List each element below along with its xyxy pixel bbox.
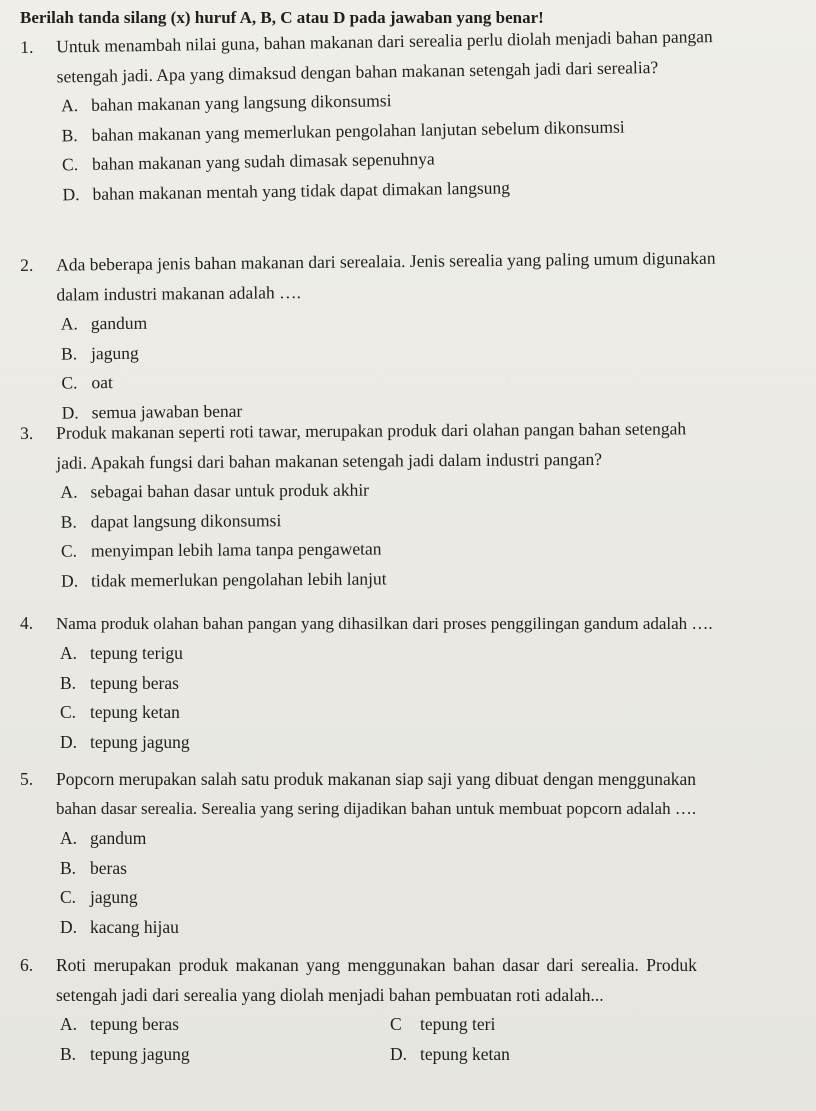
option-letter: C. bbox=[61, 154, 79, 175]
option-text: gandum bbox=[90, 312, 148, 334]
option-text: tidak memerlukan pengolahan lebih lanjut bbox=[91, 567, 387, 591]
option-a[interactable] bbox=[60, 639, 800, 669]
option-text: dapat langsung dikonsumsi bbox=[90, 509, 282, 532]
option-letter: D. bbox=[60, 731, 78, 752]
option-text: bahan makanan yang memerlukan pengolahan lanjutan sebelum dikonsumsi bbox=[91, 116, 625, 145]
option-letter: B. bbox=[60, 342, 78, 364]
option-grid bbox=[60, 1010, 800, 1069]
question-line: Popcorn merupakan salah satu produk makanan siap saji yang dibuat dengan menggunakan bbox=[56, 769, 697, 789]
question-text bbox=[20, 764, 800, 794]
option-text: gandum bbox=[90, 828, 147, 848]
option-letter: B. bbox=[60, 672, 77, 693]
option-list bbox=[60, 473, 801, 596]
question-4 bbox=[20, 608, 800, 757]
option-text: tepung teri bbox=[420, 1014, 496, 1034]
option-text: tepung jagung bbox=[90, 731, 190, 752]
question-line: bahan dasar serealia. Serealia yang sering dijadikan bahan untuk membuat popcorn adalah …. bbox=[56, 799, 697, 818]
question-number: 3. bbox=[20, 422, 34, 443]
option-letter: A. bbox=[60, 313, 78, 334]
option-text: tepung beras bbox=[90, 672, 179, 693]
option-d[interactable] bbox=[60, 728, 800, 758]
question-1 bbox=[20, 20, 803, 210]
option-letter: D. bbox=[60, 916, 78, 937]
option-text: tepung ketan bbox=[420, 1043, 510, 1064]
option-letter: D. bbox=[61, 401, 79, 423]
instruction-heading: Berilah tanda silang (x) huruf A, B, C atau D pada jawaban yang benar! bbox=[20, 8, 544, 27]
question-line: Untuk menambah nilai guna, bahan makanan dari serealia perlu diolah menjadi bahan pangan bbox=[56, 26, 713, 57]
option-letter: D. bbox=[390, 1043, 408, 1064]
question-line: dalam industri makanan adalah …. bbox=[56, 282, 301, 305]
option-letter: C. bbox=[61, 372, 78, 393]
option-letter: C bbox=[390, 1014, 402, 1034]
question-line: Roti merupakan produk makanan yang menggunakan bahan dasar dari serealia. Produk bbox=[56, 955, 697, 975]
option-letter: A. bbox=[60, 643, 78, 663]
option-a[interactable] bbox=[60, 1010, 390, 1040]
option-list bbox=[60, 824, 800, 942]
option-d[interactable] bbox=[390, 1040, 720, 1070]
option-text: tepung ketan bbox=[90, 702, 180, 722]
option-list bbox=[60, 639, 800, 757]
question-number: 4. bbox=[20, 613, 34, 633]
question-number: 2. bbox=[20, 254, 34, 275]
option-letter: D. bbox=[61, 570, 79, 591]
option-b[interactable] bbox=[60, 669, 800, 699]
option-text: tepung terigu bbox=[90, 643, 183, 663]
question-line: Produk makanan seperti roti tawar, merupakan produk dari olahan pangan bahan setengah bbox=[56, 418, 687, 443]
question-line: setengah jadi dari serealia yang diolah menjadi bahan pembuatan roti adalah... bbox=[56, 985, 604, 1005]
option-letter: C. bbox=[60, 540, 78, 561]
option-text: menyimpan lebih lama tanpa pengawetan bbox=[90, 538, 382, 561]
option-text: tepung beras bbox=[90, 1014, 179, 1034]
option-letter: A. bbox=[60, 481, 78, 502]
question-5 bbox=[20, 764, 800, 942]
question-text bbox=[20, 608, 800, 639]
option-list bbox=[61, 80, 803, 210]
option-text: oat bbox=[91, 372, 113, 393]
option-letter: C. bbox=[60, 887, 77, 907]
option-text: kacang hijau bbox=[90, 916, 179, 937]
option-b[interactable] bbox=[60, 1040, 390, 1070]
question-number: 1. bbox=[20, 36, 34, 57]
question-number: 6. bbox=[20, 955, 34, 975]
option-d[interactable] bbox=[60, 913, 800, 943]
option-letter: B. bbox=[60, 1043, 77, 1064]
question-2 bbox=[20, 242, 802, 428]
question-line: Nama produk olahan bahan pangan yang dihasilkan dari proses penggilingan gandum adalah …. bbox=[56, 614, 713, 633]
option-letter: A. bbox=[60, 828, 78, 848]
question-text bbox=[20, 950, 800, 980]
question-line: jadi. Apakah fungsi dari bahan makanan setengah jadi dalam industri pangan? bbox=[56, 448, 603, 473]
option-text: bahan makanan yang sudah dimasak sepenuhnya bbox=[91, 148, 435, 174]
question-3 bbox=[20, 413, 801, 596]
option-letter: B. bbox=[60, 511, 77, 532]
option-b[interactable] bbox=[60, 854, 800, 884]
option-c[interactable] bbox=[60, 883, 800, 913]
option-text: bahan makanan mentah yang tidak dapat dimakan langsung bbox=[92, 176, 511, 204]
option-text: jagung bbox=[90, 342, 139, 363]
option-letter: C. bbox=[60, 702, 77, 722]
option-letter: D. bbox=[62, 183, 80, 204]
option-text: tepung jagung bbox=[90, 1043, 190, 1064]
option-text: jagung bbox=[90, 887, 138, 907]
question-line: setengah jadi. Apa yang dimaksud dengan bahan makanan setengah jadi dari serealia? bbox=[56, 56, 659, 87]
option-letter: B. bbox=[60, 857, 77, 878]
option-a[interactable] bbox=[60, 824, 800, 854]
option-letter: A. bbox=[60, 1014, 78, 1034]
option-letter: A. bbox=[61, 95, 79, 116]
option-text: sebagai bahan dasar untuk produk akhir bbox=[90, 479, 370, 502]
option-text: bahan makanan yang langsung dikonsumsi bbox=[90, 90, 392, 115]
option-list bbox=[61, 302, 802, 428]
option-text: beras bbox=[90, 857, 127, 878]
question-text bbox=[20, 413, 800, 448]
option-c[interactable] bbox=[390, 1010, 720, 1040]
question-line: Ada beberapa jenis bahan makanan dari serealaia. Jenis serealia yang paling umum digunakan bbox=[56, 247, 716, 275]
question-6 bbox=[20, 950, 800, 1069]
option-c[interactable] bbox=[60, 698, 800, 728]
option-letter: B. bbox=[61, 124, 78, 145]
option-text: semua jawaban benar bbox=[91, 400, 243, 422]
question-number: 5. bbox=[20, 769, 34, 789]
option-d[interactable] bbox=[61, 561, 801, 596]
